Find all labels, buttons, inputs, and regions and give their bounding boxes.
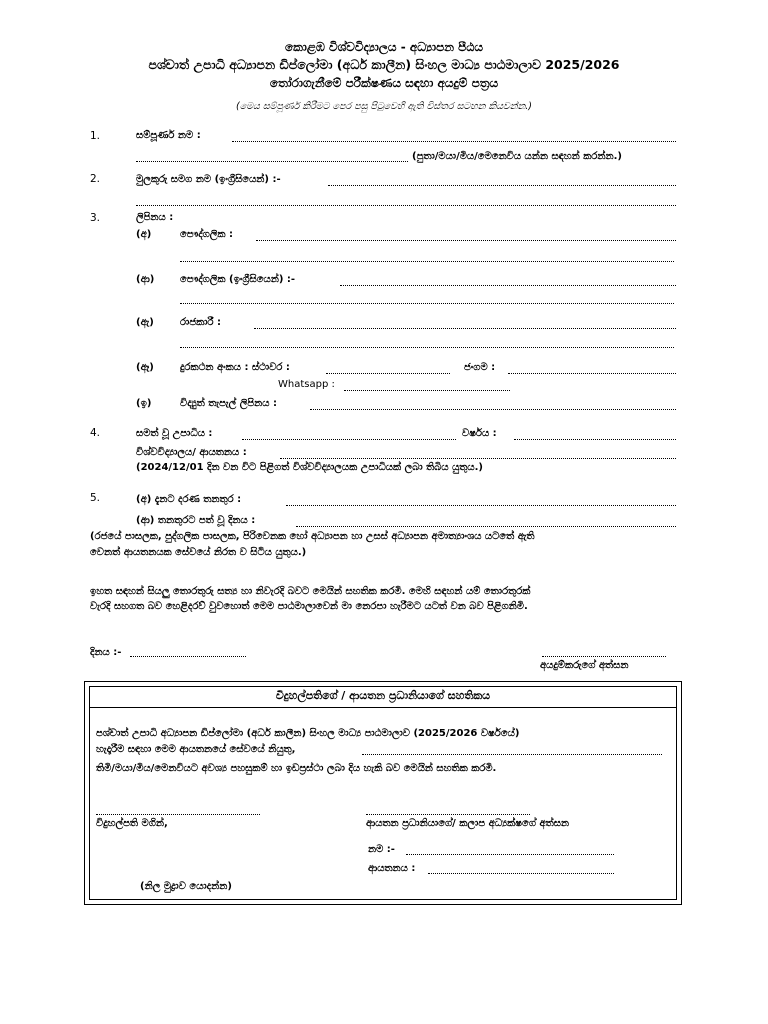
item-number-2: 2. <box>90 173 101 185</box>
whatsapp-line[interactable] <box>344 390 510 391</box>
personal-address-en-line-1[interactable] <box>340 285 676 286</box>
year-label: වර්ෂය : <box>462 428 497 439</box>
certificate-line-2: හැදෑරීම සඳහා මෙම ආයතනයේ සේවයේ නියුතු, <box>96 744 296 755</box>
appointed-date-line[interactable] <box>296 526 676 527</box>
university-line[interactable] <box>280 458 676 459</box>
personal-address-en-line-2[interactable] <box>180 303 674 304</box>
certificate-line-3: තිමි/මයා/මිය/මෙනවියට අවශ්‍ය පහසුකම් හා ඉඩප්‍රස්ථා ලබා දිය හැකි බව මෙයින් සහතික කරමි. <box>96 763 497 774</box>
personal-address-label: පෞද්ගලික : <box>180 229 234 240</box>
personal-address-line-2[interactable] <box>180 261 674 262</box>
official-address-line-1[interactable] <box>254 328 676 329</box>
cert-institution-label: ආයතනය : <box>368 863 416 874</box>
declaration-line-2: වැරදි සහගත බව හෙළිදරව් වුවහොත් මෙම පාඨමාලාවෙන් මා නෙරපා හැරීමට යටත් වන බව පිළිගනිමි. <box>90 601 528 612</box>
service-note-line-2: වෙනත් ආයතනයක සේවයේ නිරත ව සිටිය යුතුය.) <box>90 547 307 558</box>
full-name-line-2[interactable] <box>136 161 408 162</box>
declaration-line-1: ඉහත සඳහන් සියලු තොරතුරු සත්‍ය හා නිවැරදි බවට මෙයින් සහතික කරමි. මෙහි සඳහන් යම් තොරතුරක් <box>90 586 531 597</box>
mobile-line[interactable] <box>508 373 676 374</box>
degree-label: සමත් වූ උපාධිය : <box>136 428 213 439</box>
item-number-5: 5. <box>90 492 101 504</box>
full-name-line-1[interactable] <box>232 141 676 142</box>
current-post-label: (අ) දැනට දරණ තනතුර : <box>136 494 242 505</box>
certificate-line-1: පශ්චාත් උපාධි අධ්‍යාපන ඩිප්ලෝමා (අර්ධ කාලීන) සිංහල මාධ්‍ය පාඨමාලාව (2025/2026 වර්ෂයේ) <box>96 728 520 739</box>
principal-signature-line[interactable] <box>96 814 260 815</box>
phone-marker: (ඈ) <box>136 362 154 373</box>
full-name-label: සම්පූර්ණ නම : <box>136 130 201 141</box>
certificate-title-divider <box>89 707 677 708</box>
current-post-line[interactable] <box>286 505 676 506</box>
date-label: දිනය :- <box>90 647 122 658</box>
university-label: විශ්වවිද්‍යාලය/ ආයතනය : <box>136 447 247 458</box>
phone-fixed-label: දුරකථන අංකය : ස්ථාවර : <box>180 362 290 373</box>
year-line[interactable] <box>514 439 676 440</box>
initials-name-label: මුලකුරු සමග නම (ඉංග්‍රීසියෙන්) :- <box>136 174 281 185</box>
degree-line[interactable] <box>242 439 456 440</box>
initials-name-line-2[interactable] <box>136 205 676 206</box>
address-aa-marker: (ආ) <box>136 274 155 285</box>
item-number-4: 4. <box>90 427 101 439</box>
degree-requirement-note: (2024/12/01 දින වන විට පිළිගත් විශ්වවිද්‍යාලයක උපාධියක් ලබා තිබිය යුතුය.) <box>136 462 483 473</box>
address-ae-marker: (ඇ) <box>136 317 154 328</box>
head-signature-line[interactable] <box>366 814 530 815</box>
email-marker: (ඉ) <box>136 398 152 409</box>
cert-name-label: නම :- <box>368 844 395 855</box>
principal-by-label: විදුහල්පති මගින්, <box>96 818 168 829</box>
whatsapp-label: Whatsapp : <box>278 379 335 390</box>
email-label: විද්‍යුත් තැපැල් ලිපිනය : <box>180 398 277 409</box>
employee-name-line[interactable] <box>362 754 662 755</box>
certificate-title: විදුහල්පතිගේ / ආයතන ප්‍රධානියාගේ සහතිකය <box>275 689 491 702</box>
service-note-line-1: (රජයේ පාසලක, පුද්ගලික පාසලක, පිරිවෙනක හෝ අධ්‍යාපන හා උසස් අධ්‍යාපන අමාත්‍යාංශය යටතේ ඇති <box>90 531 535 542</box>
initials-name-line-1[interactable] <box>328 185 676 186</box>
mobile-label: ජංගම : <box>464 362 496 373</box>
official-address-label: රාජකාරී : <box>180 317 222 328</box>
official-stamp-note: (නිල මුද්‍රාව යොදන්න) <box>140 881 232 892</box>
form-title: තෝරාගැනීමේ පරීක්ෂණය සඳහා අයදුම් පත්‍රය <box>269 76 499 90</box>
university-heading: කොළඹ විශ්වවිද්‍යාලය - අධ්‍යාපන පීඨය <box>284 40 484 54</box>
instruction-note: (මෙය සම්පූර්ණ කිරීමට පෙර පසු පිටුවෙහි ඇති විස්තර සටහන කියවන්න.) <box>235 101 533 112</box>
personal-address-en-label: පෞද්ගලික (ඉංග්‍රීසියෙන්) :- <box>180 274 296 285</box>
appointed-date-label: (ආ) තනතුරට පත් වූ දිනය : <box>136 515 256 526</box>
phone-fixed-line[interactable] <box>326 373 450 374</box>
personal-address-line-1[interactable] <box>256 240 676 241</box>
email-line[interactable] <box>310 409 676 410</box>
full-name-note: (පුතා/මයා/මිය/මෙනෙවිය යන්න සඳහන් කරන්න.) <box>412 151 622 162</box>
official-address-line-2[interactable] <box>180 347 674 348</box>
address-label: ලිපිනය : <box>136 212 174 223</box>
program-heading: පශ්චාත් උපාධි අධ්‍යාපන ඩිප්ලෝමා (අර්ධ කාලීන) සිංහල මාධ්‍ය පාඨමාලාව 2025/2026 <box>148 57 620 72</box>
address-a-marker: (අ) <box>136 229 152 240</box>
applicant-signature-line[interactable] <box>542 656 666 657</box>
item-number-3: 3. <box>90 212 101 224</box>
applicant-signature-label: අයදුම්කරුගේ අත්සන <box>540 660 629 671</box>
cert-name-line[interactable] <box>406 854 614 855</box>
item-number-1: 1. <box>90 130 101 142</box>
head-signature-label: ආයතන ප්‍රධානියාගේ/ කලාප අධ්‍යක්ෂගේ අත්සන <box>366 818 570 829</box>
date-line[interactable] <box>130 656 246 657</box>
cert-institution-line[interactable] <box>428 873 614 874</box>
